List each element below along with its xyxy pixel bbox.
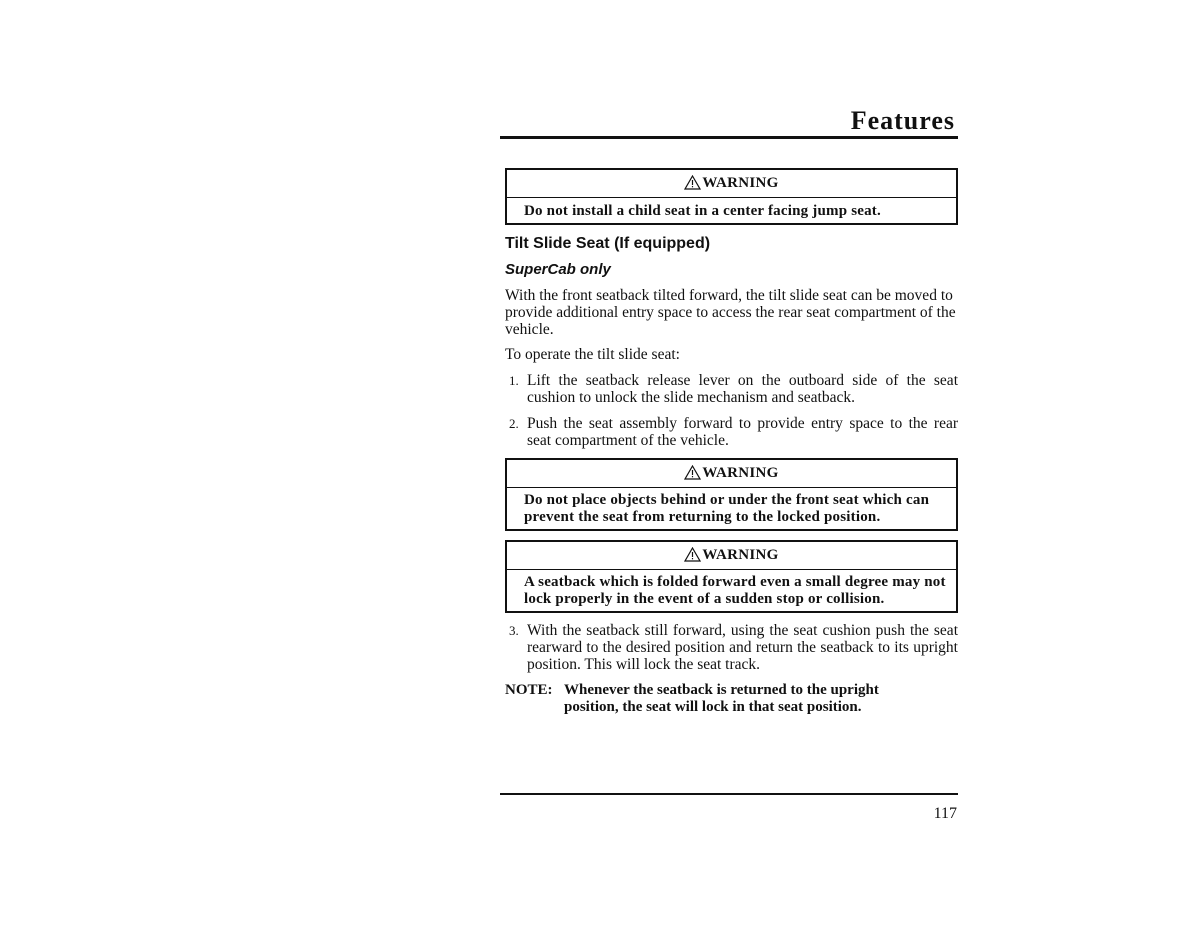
list-text: Lift the seatback release lever on the outboard side of the seat cushion to unlock the slide mechanism and seatback. — [527, 372, 958, 406]
note-label: NOTE: — [505, 681, 553, 698]
warning-box — [505, 168, 958, 225]
section-subheading: SuperCab only — [505, 261, 611, 278]
warning-text: Do not install a child seat in a center facing jump seat. — [524, 203, 881, 219]
operate-intro: To operate the tilt slide seat: — [505, 346, 680, 364]
warning-label: WARNING — [702, 547, 779, 564]
list-item — [505, 416, 958, 450]
title-rule — [500, 136, 958, 139]
note-text: Whenever the seatback is returned to the upright position, the seat will lock in that seat position. — [564, 681, 879, 715]
list-text: Push the seat assembly forward to provide entry space to the rear seat compartment of the vehicle. — [527, 414, 958, 449]
note — [505, 682, 958, 716]
warning-text: A seatback which is folded forward even a small degree may not lock properly in the event of a sudden stop or collision. — [524, 574, 946, 608]
warning-triangle-icon — [684, 175, 701, 190]
page-content — [505, 168, 958, 716]
list-number: 1. — [509, 373, 519, 389]
warning-triangle-icon — [684, 547, 701, 562]
list-number: 3. — [509, 623, 519, 639]
warning-label: WARNING — [702, 175, 779, 191]
warning-box — [505, 540, 958, 613]
list-item — [505, 373, 958, 407]
footer-rule — [500, 793, 958, 795]
section-heading: Tilt Slide Seat (If equipped) — [505, 235, 711, 252]
warning-header — [507, 170, 956, 198]
warning-text: Do not place objects behind or under the front seat which can prevent the seat from returning to the locked position. — [524, 492, 930, 526]
list-text: With the seatback still forward, using the seat cushion push the seat rearward to the desired position and return the seatback to its upright position. This will lock the seat track. — [527, 622, 958, 673]
warning-label: WARNING — [702, 465, 779, 482]
page-number: 117 — [933, 805, 957, 822]
list-item — [505, 623, 958, 673]
list-number: 2. — [509, 415, 519, 431]
warning-header — [507, 542, 956, 570]
warning-triangle-icon — [684, 465, 701, 480]
page-title: Features — [850, 106, 955, 135]
intro-paragraph: With the front seatback tilted forward, the tilt slide seat can be moved to provide additional entry space to access the rear seat compartment of the vehicle. — [505, 287, 956, 338]
warning-box — [505, 458, 958, 531]
warning-header — [507, 460, 956, 488]
